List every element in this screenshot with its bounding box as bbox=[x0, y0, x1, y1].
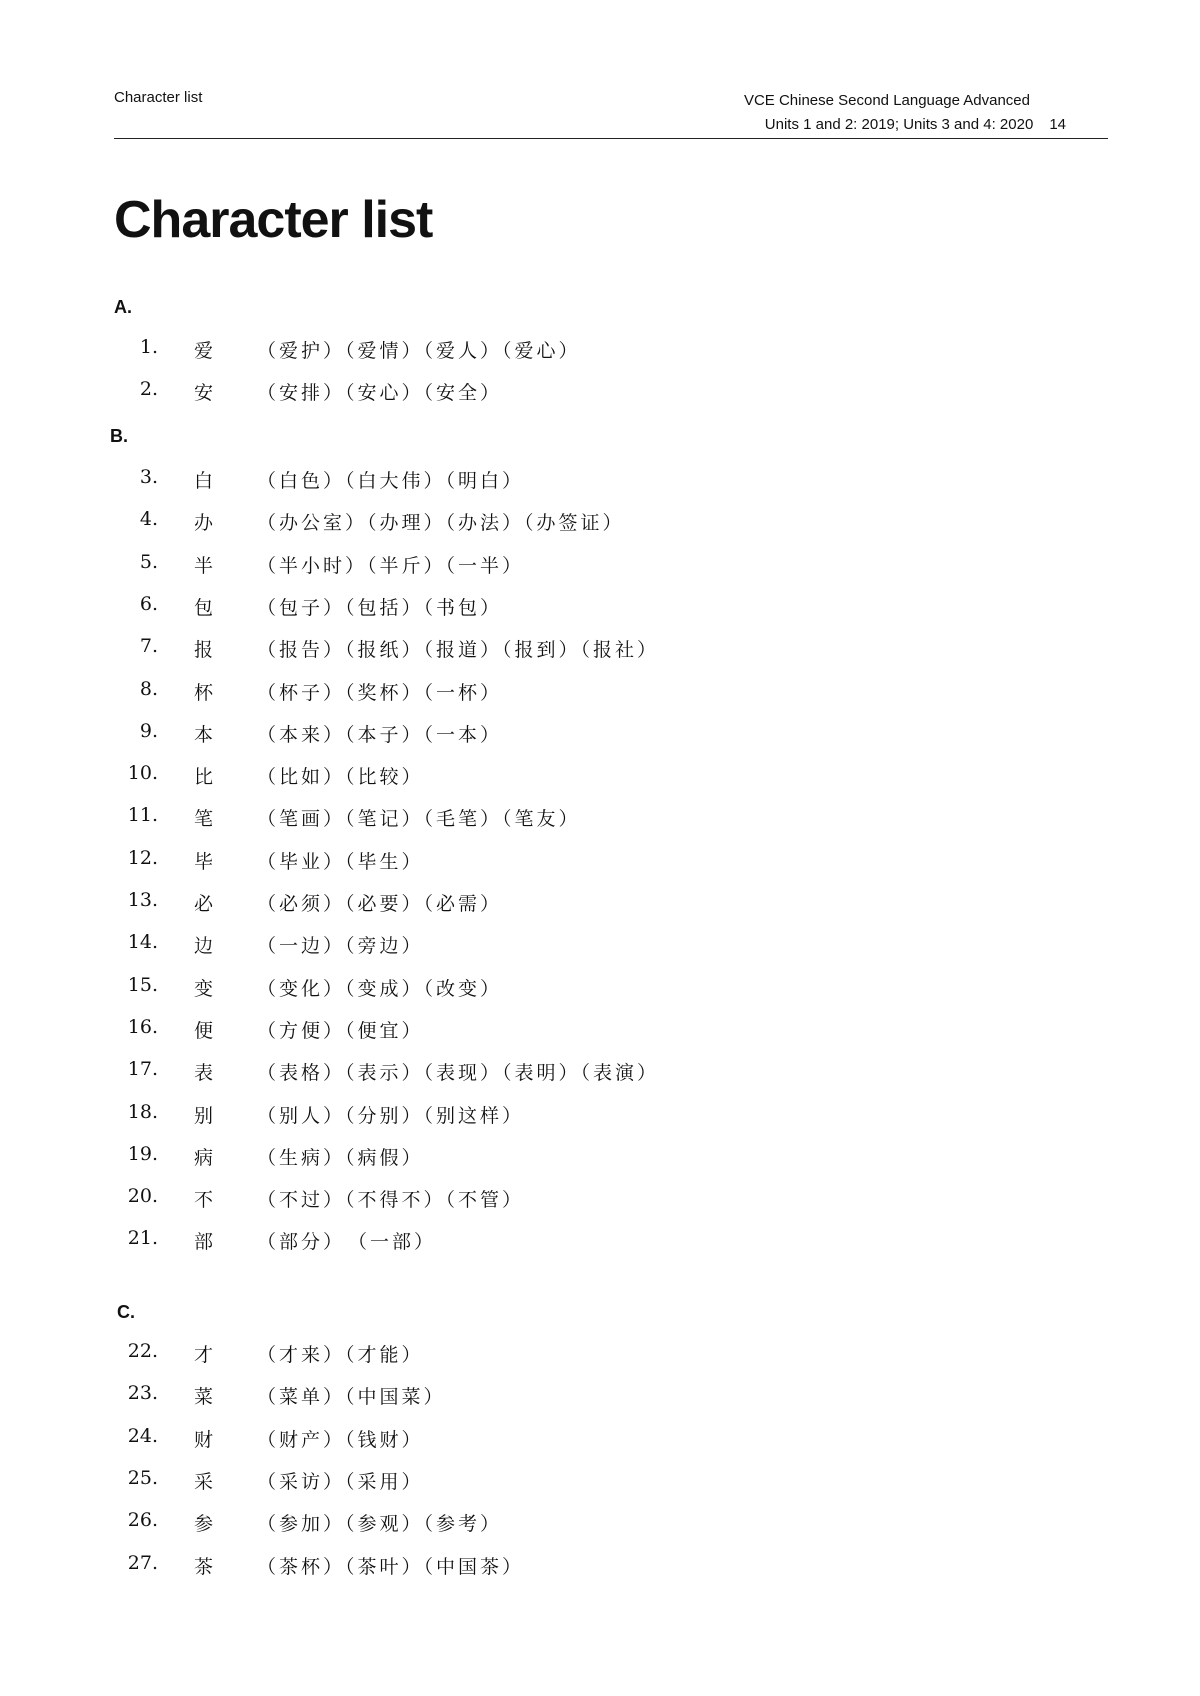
header-divider bbox=[114, 138, 1108, 139]
entry-words: （菜单）（中国菜） bbox=[257, 1386, 446, 1409]
entry-character: 报 bbox=[194, 639, 214, 662]
entry-number: 3. bbox=[139, 466, 158, 488]
entry-character: 采 bbox=[194, 1470, 214, 1493]
entry-character: 包 bbox=[194, 596, 214, 619]
entry-words: （安排）（安心）（安全） bbox=[257, 382, 503, 405]
entry-number: 4. bbox=[139, 508, 158, 531]
entry-number: 19. bbox=[127, 1142, 158, 1165]
entry-number: 8. bbox=[139, 677, 158, 700]
entry-character: 杯 bbox=[194, 681, 214, 704]
page-header-left: Character list bbox=[114, 89, 203, 106]
page-title: Character list bbox=[114, 191, 433, 249]
entry-words: （毕业）（毕生） bbox=[257, 850, 424, 873]
entry-character: 毕 bbox=[194, 850, 214, 873]
section-heading: B. bbox=[110, 426, 128, 446]
entry-words: （必须）（必要）（必需） bbox=[257, 893, 503, 915]
entry-words: （爱护）（爱情）（爱人）（爱心） bbox=[257, 340, 581, 362]
entry-words: （参加）（参观）（参考） bbox=[257, 1513, 503, 1536]
entry-character: 参 bbox=[194, 1513, 214, 1536]
page-number: 14 bbox=[1049, 116, 1066, 133]
entry-number: 15. bbox=[127, 973, 158, 996]
entry-words: （方便）（便宜） bbox=[257, 1019, 424, 1042]
entry-words: （杯子）（奖杯）（一杯） bbox=[257, 681, 503, 704]
entry-number: 14. bbox=[127, 931, 158, 954]
entry-number: 21. bbox=[127, 1227, 158, 1250]
entry-character: 变 bbox=[194, 977, 214, 1000]
entry-number: 7. bbox=[139, 635, 158, 658]
entry-number: 16. bbox=[127, 1015, 158, 1038]
entry-character: 才 bbox=[194, 1344, 214, 1366]
entry-character: 部 bbox=[194, 1231, 214, 1254]
entry-character: 不 bbox=[194, 1189, 214, 1212]
entry-number: 12. bbox=[127, 846, 158, 869]
entry-character: 边 bbox=[194, 935, 214, 958]
entry-words: （半小时）（半斤）（一半） bbox=[257, 554, 525, 577]
entry-words: （比如）（比较） bbox=[257, 766, 424, 789]
entry-words: （部分） （一部） bbox=[257, 1231, 437, 1254]
entry-character: 别 bbox=[194, 1104, 214, 1127]
entry-words: （变化）（变成）（改变） bbox=[257, 977, 503, 1000]
entry-words: （本来）（本子）（一本） bbox=[257, 723, 503, 746]
entry-character: 表 bbox=[194, 1062, 214, 1085]
entry-words: （白色）（白大伟）（明白） bbox=[257, 470, 525, 492]
entry-number: 23. bbox=[127, 1382, 158, 1405]
entry-number: 13. bbox=[127, 889, 158, 911]
entry-words: （生病）（病假） bbox=[257, 1146, 424, 1169]
header-units: Units 1 and 2: 2019; Units 3 and 4: 2020 bbox=[764, 116, 1034, 133]
entry-character: 必 bbox=[194, 893, 214, 915]
entry-number: 10. bbox=[127, 762, 158, 785]
entry-number: 11. bbox=[127, 804, 158, 827]
entry-character: 本 bbox=[194, 723, 214, 746]
entry-character: 便 bbox=[194, 1019, 214, 1042]
entry-character: 笔 bbox=[194, 808, 214, 831]
entry-character: 财 bbox=[194, 1428, 214, 1451]
entry-number: 20. bbox=[127, 1185, 158, 1208]
entry-number: 22. bbox=[127, 1340, 158, 1362]
entry-words: （才来）（才能） bbox=[257, 1344, 424, 1366]
entry-character: 半 bbox=[194, 554, 214, 577]
entry-words: （笔画）（笔记）（毛笔）（笔友） bbox=[257, 808, 581, 831]
entry-character: 比 bbox=[194, 766, 214, 789]
section-heading: A. bbox=[114, 297, 132, 317]
entry-number: 27. bbox=[127, 1551, 158, 1574]
entry-words: （包子）（包括）（书包） bbox=[257, 596, 503, 619]
entry-number: 1. bbox=[139, 336, 158, 358]
entry-number: 24. bbox=[127, 1424, 158, 1447]
entry-number: 26. bbox=[127, 1509, 158, 1532]
entry-words: （表格）（表示）（表现）（表明）（表演） bbox=[257, 1062, 660, 1085]
page-header-right bbox=[744, 89, 1066, 137]
entry-number: 6. bbox=[139, 592, 158, 615]
entry-number: 9. bbox=[139, 719, 158, 742]
header-course-title: VCE Chinese Second Language Advanced bbox=[743, 92, 1030, 109]
entry-words: （别人）（分别）（别这样） bbox=[257, 1104, 525, 1127]
section-heading: C. bbox=[117, 1302, 135, 1322]
entry-number: 18. bbox=[127, 1100, 158, 1123]
entry-words: （茶杯）（茶叶）（中国茶） bbox=[257, 1555, 525, 1578]
entry-number: 25. bbox=[127, 1466, 158, 1489]
entry-number: 2. bbox=[139, 378, 158, 401]
entry-number: 5. bbox=[139, 550, 158, 573]
entry-character: 办 bbox=[194, 512, 214, 535]
entry-number: 17. bbox=[127, 1058, 158, 1081]
entry-character: 病 bbox=[194, 1146, 214, 1169]
entry-words: （一边）（旁边） bbox=[257, 935, 424, 958]
entry-character: 茶 bbox=[194, 1555, 214, 1578]
entry-words: （报告）（报纸）（报道）（报到）（报社） bbox=[257, 639, 660, 662]
entry-character: 菜 bbox=[194, 1386, 214, 1409]
entry-character: 安 bbox=[194, 382, 214, 405]
entry-words: （财产）（钱财） bbox=[257, 1428, 424, 1451]
entry-character: 爱 bbox=[194, 340, 214, 362]
entry-words: （采访）（采用） bbox=[257, 1470, 424, 1493]
entry-words: （办公室）（办理）（办法）（办签证） bbox=[257, 512, 625, 535]
entry-words: （不过）（不得不）（不管） bbox=[257, 1189, 525, 1212]
entry-character: 白 bbox=[194, 470, 214, 492]
